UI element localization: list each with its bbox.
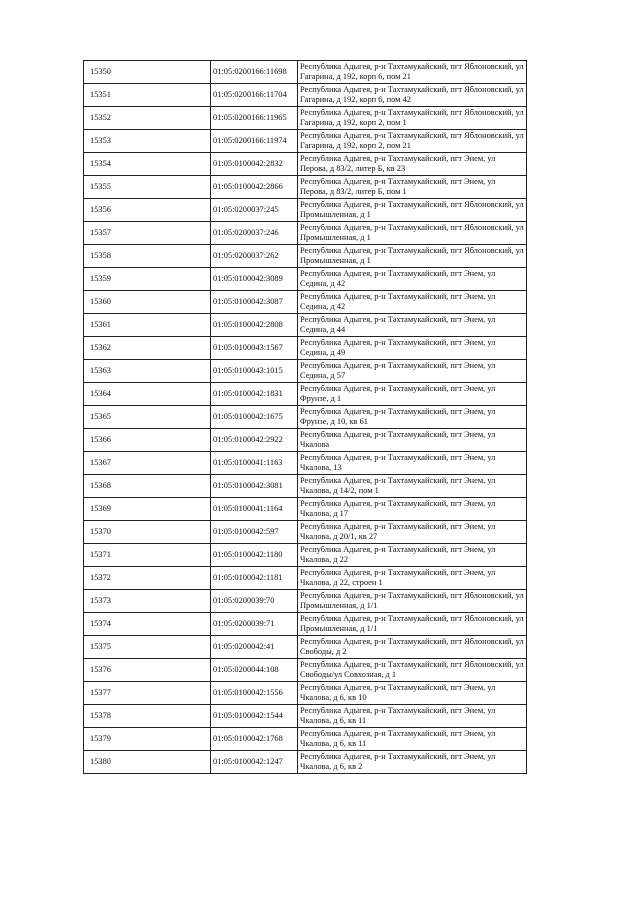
cadastral-number-cell: 01:05:0200037:262 <box>211 245 298 268</box>
cadastral-number-cell: 01:05:0100043:1015 <box>211 360 298 383</box>
cadastral-number-cell: 01:05:0100041:1163 <box>211 452 298 475</box>
table-row <box>84 705 527 728</box>
table-row <box>84 337 527 360</box>
table-row <box>84 245 527 268</box>
row-number-cell: 15375 <box>84 636 211 659</box>
address-cell: Республика Адыгея, р-н Тахтамукайский, пгт Яблоновский, ул Гагарина, д 192, корп 6, пом 42 <box>298 84 527 107</box>
table-row <box>84 751 527 774</box>
table-row <box>84 567 527 590</box>
address-cell: Республика Адыгея, р-н Тахтамукайский, пгт Энем, ул Чкалова, д 17 <box>298 498 527 521</box>
address-cell: Республика Адыгея, р-н Тахтамукайский, пгт Энем, ул Фрунзе, д 10, кв 61 <box>298 406 527 429</box>
table-row <box>84 61 527 84</box>
cadastral-number-cell: 01:05:0200166:11974 <box>211 130 298 153</box>
address-cell: Республика Адыгея, р-н Тахтамукайский, пгт Энем, ул Седина, д 49 <box>298 337 527 360</box>
table-row <box>84 728 527 751</box>
address-cell: Республика Адыгея, р-н Тахтамукайский, пгт Яблоновский, ул Промышленная, д 1 <box>298 199 527 222</box>
table-row <box>84 544 527 567</box>
cadastral-number-cell: 01:05:0100042:2922 <box>211 429 298 452</box>
row-number-cell: 15376 <box>84 659 211 682</box>
address-cell: Республика Адыгея, р-н Тахтамукайский, пгт Энем, ул Перова, д 83/2, литер Б, кв 23 <box>298 153 527 176</box>
cadastral-number-cell: 01:05:0100042:3081 <box>211 475 298 498</box>
address-cell: Республика Адыгея, р-н Тахтамукайский, пгт Энем, ул Фрунзе, д 1 <box>298 383 527 406</box>
row-number-cell: 15371 <box>84 544 211 567</box>
cadastral-number-cell: 01:05:0200044:108 <box>211 659 298 682</box>
cadastral-number-cell: 01:05:0100042:1180 <box>211 544 298 567</box>
address-cell: Республика Адыгея, р-н Тахтамукайский, пгт Энем, ул Чкалова, д 6, кв 11 <box>298 728 527 751</box>
address-cell: Республика Адыгея, р-н Тахтамукайский, пгт Энем, ул Седина, д 57 <box>298 360 527 383</box>
address-cell: Республика Адыгея, р-н Тахтамукайский, пгт Энем, ул Седина, д 42 <box>298 268 527 291</box>
registry-table <box>83 60 527 774</box>
row-number-cell: 15368 <box>84 475 211 498</box>
address-cell: Республика Адыгея, р-н Тахтамукайский, пгт Энем, ул Чкалова, д 22 <box>298 544 527 567</box>
row-number-cell: 15374 <box>84 613 211 636</box>
address-cell: Республика Адыгея, р-н Тахтамукайский, пгт Энем, ул Перова, д 83/2, литер Б, пом 1 <box>298 176 527 199</box>
row-number-cell: 15369 <box>84 498 211 521</box>
address-cell: Республика Адыгея, р-н Тахтамукайский, пгт Энем, ул Чкалова, д 6, кв 2 <box>298 751 527 774</box>
address-cell: Республика Адыгея, р-н Тахтамукайский, пгт Энем, ул Седина, д 44 <box>298 314 527 337</box>
row-number-cell: 15350 <box>84 61 211 84</box>
address-cell: Республика Адыгея, р-н Тахтамукайский, пгт Яблоновский, ул Свободы, д 2 <box>298 636 527 659</box>
table-row <box>84 222 527 245</box>
table-row <box>84 452 527 475</box>
row-number-cell: 15361 <box>84 314 211 337</box>
table-row <box>84 107 527 130</box>
cadastral-number-cell: 01:05:0100042:597 <box>211 521 298 544</box>
row-number-cell: 15370 <box>84 521 211 544</box>
cadastral-number-cell: 01:05:0100042:1831 <box>211 383 298 406</box>
table-row <box>84 498 527 521</box>
cadastral-number-cell: 01:05:0100042:1544 <box>211 705 298 728</box>
table-row <box>84 475 527 498</box>
cadastral-number-cell: 01:05:0100042:1247 <box>211 751 298 774</box>
row-number-cell: 15358 <box>84 245 211 268</box>
table-row <box>84 521 527 544</box>
cadastral-number-cell: 01:05:0100042:3087 <box>211 291 298 314</box>
address-cell: Республика Адыгея, р-н Тахтамукайский, пгт Яблоновский, ул Промышленная, д 1/1 <box>298 590 527 613</box>
address-cell: Республика Адыгея, р-н Тахтамукайский, пгт Энем, ул Чкалова, д 6, кв 10 <box>298 682 527 705</box>
table-row <box>84 84 527 107</box>
row-number-cell: 15364 <box>84 383 211 406</box>
table-row <box>84 130 527 153</box>
address-cell: Республика Адыгея, р-н Тахтамукайский, пгт Яблоновский, ул Гагарина, д 192, корп 6, пом 21 <box>298 61 527 84</box>
row-number-cell: 15372 <box>84 567 211 590</box>
row-number-cell: 15359 <box>84 268 211 291</box>
table-row <box>84 360 527 383</box>
row-number-cell: 15353 <box>84 130 211 153</box>
address-cell: Республика Адыгея, р-н Тахтамукайский, пгт Энем, ул Седина, д 42 <box>298 291 527 314</box>
table-row <box>84 406 527 429</box>
row-number-cell: 15355 <box>84 176 211 199</box>
row-number-cell: 15363 <box>84 360 211 383</box>
table-row <box>84 590 527 613</box>
table-row <box>84 383 527 406</box>
address-cell: Республика Адыгея, р-н Тахтамукайский, пгт Энем, ул Чкалова, д 22, строен 1 <box>298 567 527 590</box>
address-cell: Республика Адыгея, р-н Тахтамукайский, пгт Яблоновский, ул Промышленная, д 1/1 <box>298 613 527 636</box>
cadastral-number-cell: 01:05:0200042:41 <box>211 636 298 659</box>
registry-table-body <box>84 61 527 774</box>
address-cell: Республика Адыгея, р-н Тахтамукайский, пгт Энем, ул Чкалова, д 14/2, пом 1 <box>298 475 527 498</box>
address-cell: Республика Адыгея, р-н Тахтамукайский, пгт Яблоновский, ул Свободы/ул Совхозная, д 1 <box>298 659 527 682</box>
cadastral-number-cell: 01:05:0100042:2866 <box>211 176 298 199</box>
cadastral-number-cell: 01:05:0100042:1768 <box>211 728 298 751</box>
cadastral-number-cell: 01:05:0100042:2808 <box>211 314 298 337</box>
address-cell: Республика Адыгея, р-н Тахтамукайский, пгт Яблоновский, ул Промышленная, д 1 <box>298 245 527 268</box>
cadastral-number-cell: 01:05:0200037:246 <box>211 222 298 245</box>
row-number-cell: 15351 <box>84 84 211 107</box>
cadastral-number-cell: 01:05:0200039:71 <box>211 613 298 636</box>
cadastral-number-cell: 01:05:0100042:2832 <box>211 153 298 176</box>
cadastral-number-cell: 01:05:0200166:11698 <box>211 61 298 84</box>
cadastral-number-cell: 01:05:0100042:3089 <box>211 268 298 291</box>
cadastral-number-cell: 01:05:0100042:1675 <box>211 406 298 429</box>
row-number-cell: 15366 <box>84 429 211 452</box>
row-number-cell: 15378 <box>84 705 211 728</box>
table-row <box>84 153 527 176</box>
cadastral-number-cell: 01:05:0100042:1181 <box>211 567 298 590</box>
table-row <box>84 176 527 199</box>
cadastral-number-cell: 01:05:0200166:11704 <box>211 84 298 107</box>
cadastral-number-cell: 01:05:0200166:11965 <box>211 107 298 130</box>
address-cell: Республика Адыгея, р-н Тахтамукайский, пгт Энем, ул Чкалова, 13 <box>298 452 527 475</box>
table-row <box>84 291 527 314</box>
row-number-cell: 15354 <box>84 153 211 176</box>
row-number-cell: 15379 <box>84 728 211 751</box>
address-cell: Республика Адыгея, р-н Тахтамукайский, пгт Яблоновский, ул Промышленная, д 1 <box>298 222 527 245</box>
address-cell: Республика Адыгея, р-н Тахтамукайский, пгт Яблоновский, ул Гагарина, д 192, корп 2, пом 21 <box>298 130 527 153</box>
address-cell: Республика Адыгея, р-н Тахтамукайский, пгт Яблоновский, ул Гагарина, д 192, корп 2, пом 1 <box>298 107 527 130</box>
row-number-cell: 15380 <box>84 751 211 774</box>
row-number-cell: 15360 <box>84 291 211 314</box>
row-number-cell: 15357 <box>84 222 211 245</box>
cadastral-number-cell: 01:05:0100043:1567 <box>211 337 298 360</box>
row-number-cell: 15377 <box>84 682 211 705</box>
table-row <box>84 613 527 636</box>
table-row <box>84 659 527 682</box>
row-number-cell: 15362 <box>84 337 211 360</box>
table-row <box>84 429 527 452</box>
table-row <box>84 314 527 337</box>
cadastral-number-cell: 01:05:0100042:1556 <box>211 682 298 705</box>
row-number-cell: 15373 <box>84 590 211 613</box>
cadastral-number-cell: 01:05:0200037:245 <box>211 199 298 222</box>
table-row <box>84 268 527 291</box>
address-cell: Республика Адыгея, р-н Тахтамукайский, пгт Энем, ул Чкалова, д 20/1, кв 27 <box>298 521 527 544</box>
table-row <box>84 636 527 659</box>
row-number-cell: 15365 <box>84 406 211 429</box>
cadastral-number-cell: 01:05:0100041:1164 <box>211 498 298 521</box>
address-cell: Республика Адыгея, р-н Тахтамукайский, пгт Энем, ул Чкалова <box>298 429 527 452</box>
table-row <box>84 682 527 705</box>
address-cell: Республика Адыгея, р-н Тахтамукайский, пгт Энем, ул Чкалова, д 6, кв 11 <box>298 705 527 728</box>
row-number-cell: 15352 <box>84 107 211 130</box>
table-row <box>84 199 527 222</box>
cadastral-number-cell: 01:05:0200039:70 <box>211 590 298 613</box>
row-number-cell: 15356 <box>84 199 211 222</box>
row-number-cell: 15367 <box>84 452 211 475</box>
